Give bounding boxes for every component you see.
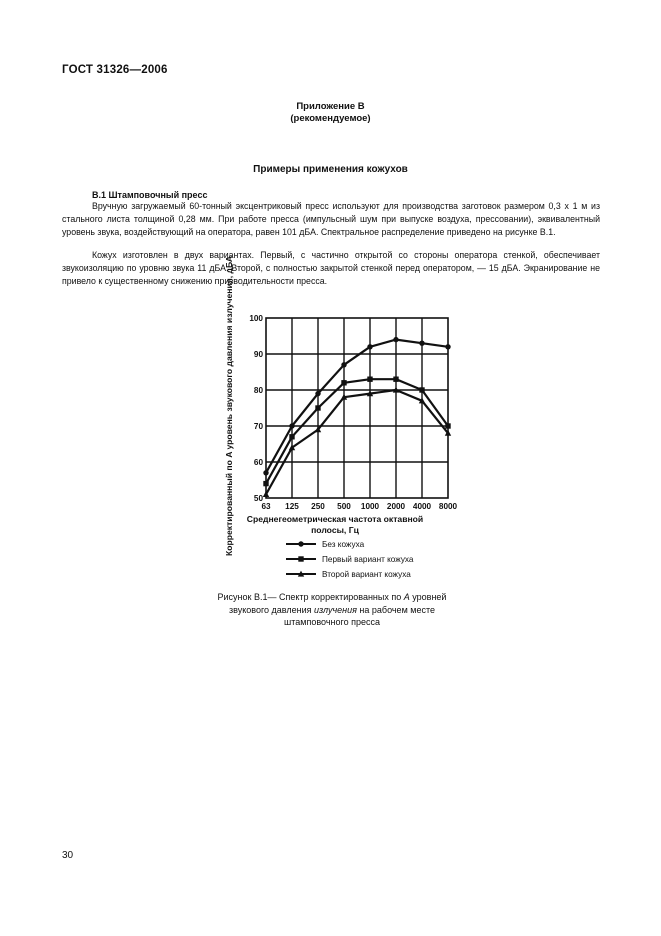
chart-series bbox=[263, 337, 451, 497]
x-tick-label: 250 bbox=[311, 502, 325, 511]
legend-marker-1 bbox=[298, 541, 303, 546]
chart-legend bbox=[286, 540, 414, 579]
caption-suffix: на рабочем месте штамповочного пресса bbox=[284, 604, 435, 628]
paragraph-press-description: Вручную загружаемый 60-тонный эксцентриковый пресс используют для производства заготовок размером 0,3 х 1 м из стального листа толщиной 0,28 мм. При работе пресса (импульсный шум при выпуске воздуха, прессовании), эквивалентный уровень звука, воздействующий на оператора, равен 101 дБA. Спектральное распределение приведено на рисунке В.1. bbox=[62, 201, 600, 238]
y-tick-label: 80 bbox=[253, 386, 263, 395]
x-axis-label-line-1: Среднегеометрическая частота октавной bbox=[246, 514, 424, 524]
series-2-point bbox=[315, 405, 320, 410]
document-header: ГОСТ 31326—2006 bbox=[62, 64, 168, 76]
caption-middle: уровней звукового давления bbox=[229, 592, 447, 615]
series-2-point bbox=[419, 387, 424, 392]
page-number: 30 bbox=[62, 850, 74, 861]
series-1-point bbox=[263, 470, 268, 475]
series-2-point bbox=[445, 423, 450, 428]
figure-caption bbox=[214, 591, 450, 629]
x-tick-label: 125 bbox=[285, 502, 299, 511]
y-tick-label: 50 bbox=[253, 494, 263, 503]
y-tick-label: 70 bbox=[253, 422, 263, 431]
legend-label-3: Второй вариант кожуха bbox=[322, 570, 411, 579]
series-2-point bbox=[393, 377, 398, 382]
x-tick-label: 4000 bbox=[412, 502, 432, 511]
x-tick-label: 8000 bbox=[438, 502, 458, 511]
series-1-point bbox=[289, 423, 294, 428]
legend-marker-2 bbox=[298, 556, 303, 561]
caption-prefix: Рисунок В.1— Спектр корректированных по bbox=[217, 592, 404, 602]
caption-italic-a: А bbox=[403, 592, 410, 602]
legend-label-2: Первый вариант кожуха bbox=[322, 555, 414, 564]
series-line-3 bbox=[266, 390, 448, 494]
series-1-point bbox=[445, 344, 450, 349]
subsection-title: В.1 Штамповочный пресс bbox=[92, 190, 208, 200]
series-2-point bbox=[289, 434, 294, 439]
series-line-1 bbox=[266, 340, 448, 473]
x-tick-label: 1000 bbox=[360, 502, 380, 511]
x-tick-label: 63 bbox=[261, 502, 271, 511]
series-1-point bbox=[393, 337, 398, 342]
x-tick-label: 2000 bbox=[386, 502, 406, 511]
paragraph-enclosure-variants: Кожух изготовлен в двух вариантах. Первый, с частично открытой со стороны оператора стенкой, обеспечивает звукоизоляцию по уровню звука 11 дБА. Второй, с полностью закрытой стенкой перед оператором, — 15 дБА. Экранирование не привело к существенному снижению призводительности пресса. bbox=[62, 250, 600, 287]
y-tick-label: 90 bbox=[253, 350, 263, 359]
series-2-point bbox=[367, 377, 372, 382]
spectrum-chart bbox=[220, 255, 460, 588]
series-2-point bbox=[263, 481, 268, 486]
legend-label-1: Без кожуха bbox=[322, 540, 365, 549]
series-1-point bbox=[315, 391, 320, 396]
x-tick-label: 500 bbox=[337, 502, 351, 511]
section-title: Примеры применения кожухов bbox=[253, 164, 408, 175]
series-2-point bbox=[341, 380, 346, 385]
appendix-subtitle: (рекомендуемое) bbox=[290, 113, 371, 124]
series-1-point bbox=[419, 341, 424, 346]
series-1-point bbox=[367, 344, 372, 349]
y-axis-label: Корректированный по A уровень звукового давления излучения, дБА bbox=[224, 255, 234, 557]
appendix-title: Приложение В bbox=[296, 101, 365, 112]
series-1-point bbox=[341, 362, 346, 367]
x-axis-label-line-2: полосы, Гц bbox=[311, 525, 359, 535]
caption-italic-b: излучения bbox=[314, 604, 357, 615]
y-tick-label: 100 bbox=[249, 314, 263, 323]
y-tick-label: 60 bbox=[253, 458, 263, 467]
